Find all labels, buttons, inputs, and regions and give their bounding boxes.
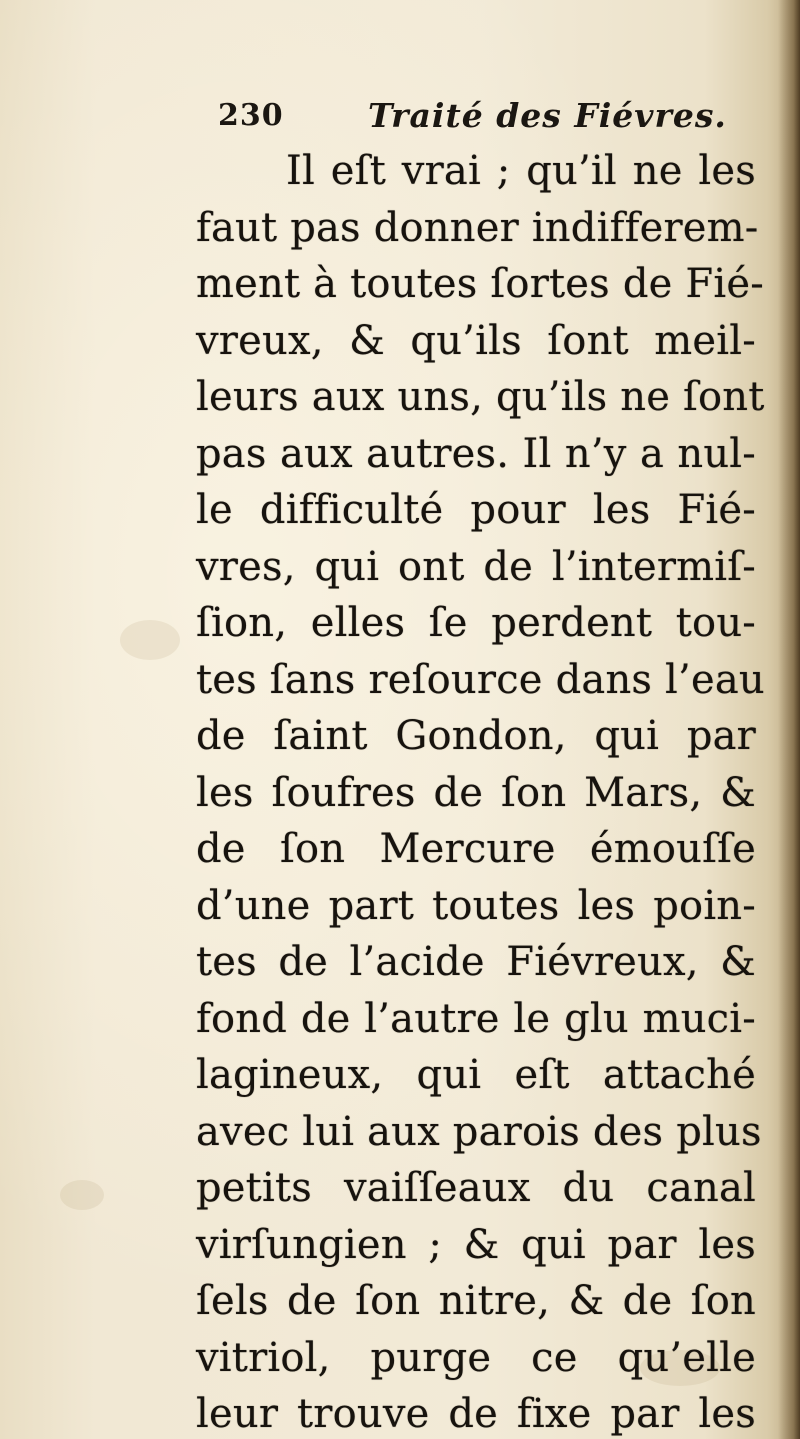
text-line: ſels de ſon nitre, & de ſon: [196, 1278, 756, 1324]
text-line: vres, qui ont de l’intermiſ-: [196, 543, 756, 590]
text-line: fond de l’autre le glu muci-: [196, 995, 756, 1042]
text-line: les ſoufres de ſon Mars, &: [196, 769, 756, 816]
text-line: d’une part toutes les poin-: [196, 882, 756, 929]
text-line: vreux, & qu’ils ſont meil-: [196, 317, 756, 364]
paper-stain: [120, 620, 180, 660]
text-line: Il eſt vrai ; qu’il ne les: [286, 148, 756, 194]
text-line: tes ſans reſource dans l’eau: [196, 656, 765, 703]
text-line: le difficulté pour les Fié-: [196, 487, 756, 533]
text-line: leur trouve de fixe par les: [196, 1391, 756, 1437]
text-line: tes de l’acide Fiévreux, &: [196, 939, 756, 985]
body-text: [196, 143, 765, 1439]
page-header: [218, 96, 738, 140]
text-line: avec lui aux parois des plus: [196, 1108, 762, 1155]
page-number: 230: [218, 98, 284, 133]
text-line: vitriol, purge ce qu’elle: [196, 1334, 756, 1381]
text-line: pas aux autres. Il n’y a nul-: [196, 430, 756, 477]
text-line: lagineux, qui eſt attaché: [196, 1052, 756, 1098]
text-line: petits vaiſſeaux du canal: [196, 1165, 756, 1211]
running-title: Traité des Fiévres.: [368, 96, 727, 135]
text-line: faut pas donner indifferem-: [196, 204, 759, 251]
text-line: ſion, elles ſe perdent tou-: [196, 600, 756, 646]
paper-stain: [60, 1180, 104, 1210]
text-line: de ſon Mercure émouſſe: [196, 826, 756, 872]
binding-shadow: [778, 0, 800, 1439]
text-line: leurs aux uns, qu’ils ne ſont: [196, 374, 765, 420]
text-line: de ſaint Gondon, qui par: [196, 713, 756, 759]
text-line: virſungien ; & qui par les: [196, 1221, 756, 1268]
text-line: ment à toutes ſortes de Fié-: [196, 261, 764, 307]
